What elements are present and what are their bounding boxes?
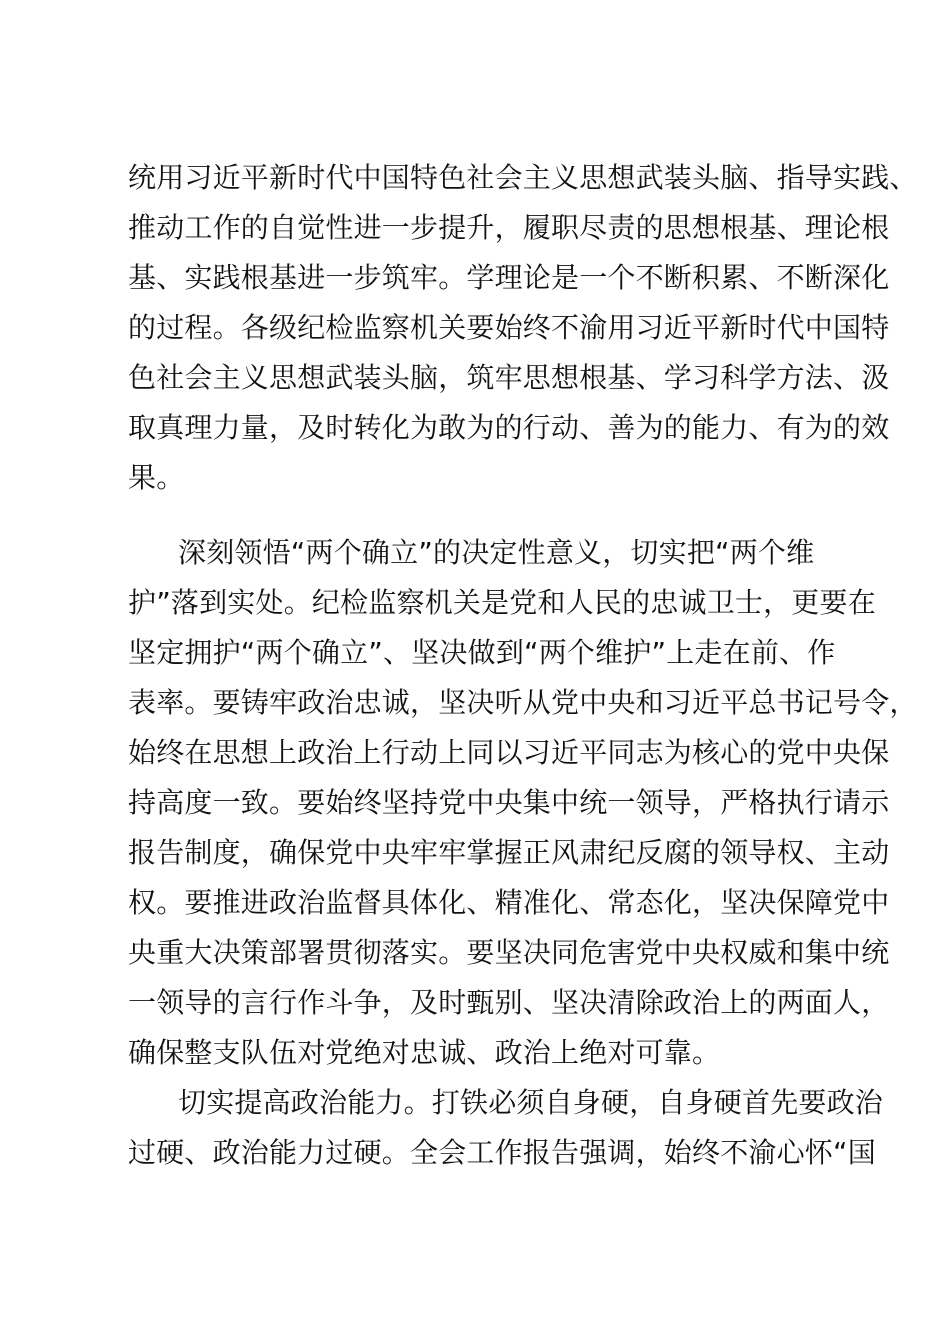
paragraph-1-line-5: 色社会主义思想武装头脑，筑牢思想根基、学习科学方法、汲 xyxy=(128,361,890,394)
paragraph-1-line-3: 基、实践根基进一步筑牢。学理论是一个不断积累、不断深化 xyxy=(128,261,890,294)
paragraph-2-line-8: 权。要推进政治监督具体化、精准化、常态化，坚决保障党中 xyxy=(128,886,890,919)
paragraph-3-line-1: 切实提高政治能力。打铁必须自身硬，自身硬首先要政治 xyxy=(178,1086,884,1119)
paragraph-2-line-4: 表率。要铸牢政治忠诚，坚决听从党中央和习近平总书记号令， xyxy=(128,686,918,719)
paragraph-1-line-6: 取真理力量，及时转化为敢为的行动、善为的能力、有为的效 xyxy=(128,411,890,444)
paragraph-2-line-6: 持高度一致。要始终坚持党中央集中统一领导，严格执行请示 xyxy=(128,786,890,819)
paragraph-2-line-5: 始终在思想上政治上行动上同以习近平同志为核心的党中央保 xyxy=(128,736,890,769)
paragraph-2-line-11: 确保整支队伍对党绝对忠诚、政治上绝对可靠。 xyxy=(128,1036,721,1069)
paragraph-2-line-7: 报告制度，确保党中央牢牢掌握正风肃纪反腐的领导权、主动 xyxy=(128,836,890,869)
paragraph-2-line-3: 坚定拥护“两个确立”、坚决做到“两个维护”上走在前、作 xyxy=(128,636,836,669)
paragraph-1-line-7: 果。 xyxy=(128,461,185,494)
paragraph-1-line-2: 推动工作的自觉性进一步提升，履职尽责的思想根基、理论根 xyxy=(128,211,890,244)
paragraph-2-line-10: 一领导的言行作斗争，及时甄别、坚决清除政治上的两面人， xyxy=(128,986,890,1019)
paragraph-2-line-2: 护”落到实处。纪检监察机关是党和人民的忠诚卫士，更要在 xyxy=(128,586,876,619)
paragraph-1-line-1: 统用习近平新时代中国特色社会主义思想武装头脑、指导实践、 xyxy=(128,161,918,194)
paragraph-2-line-9: 央重大决策部署贯彻落实。要坚决同危害党中央权威和集中统 xyxy=(128,936,890,969)
paragraph-1-line-4: 的过程。各级纪检监察机关要始终不渝用习近平新时代中国特 xyxy=(128,311,890,344)
paragraph-3-line-2: 过硬、政治能力过硬。全会工作报告强调，始终不渝心怀“国 xyxy=(128,1136,876,1169)
paragraph-2-line-1: 深刻领悟“两个确立”的决定性意义，切实把“两个维 xyxy=(178,536,815,569)
